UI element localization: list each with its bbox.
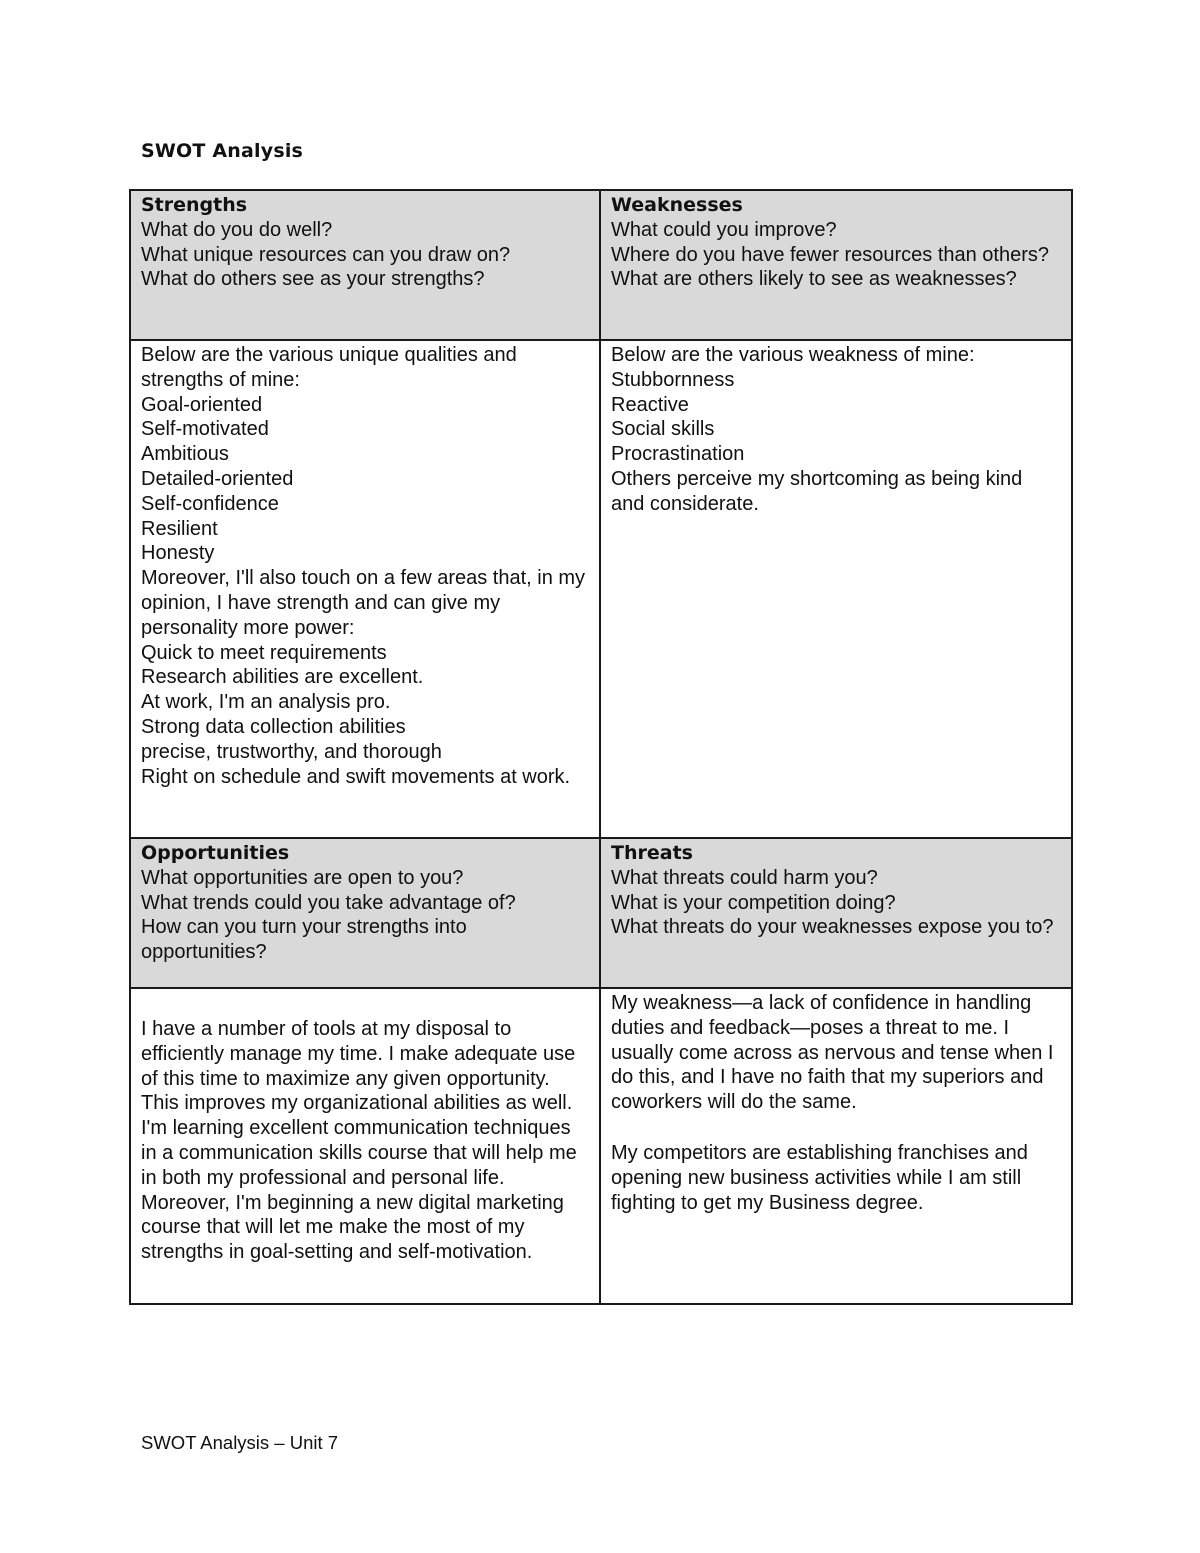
threats-answer-cell	[600, 988, 1072, 1304]
weaknesses-answer-line: Below are the various weakness of mine:	[611, 344, 975, 366]
strengths-answer-line: Moreover, I'll also touch on a few areas that, in my opinion, I have strength and can give my personality more power:	[141, 567, 586, 639]
threats-answer-paragraph: My competitors are establishing franchises and opening new business activities while I am still fighting to get my Business degree.	[611, 1141, 1028, 1214]
strengths-answer-line: precise, trustworthy, and thorough	[141, 740, 442, 763]
strengths-answer-line: At work, I'm an analysis pro.	[141, 691, 391, 714]
weaknesses-prompt: Where do you have fewer resources than others?	[611, 243, 1050, 266]
strengths-answer-line: Goal-oriented	[141, 393, 263, 416]
threats-prompt: What threats could harm you?	[611, 866, 878, 889]
strengths-prompt-cell	[130, 190, 600, 340]
opportunities-answer-cell	[130, 988, 600, 1304]
strengths-prompt: What do others see as your strengths?	[141, 268, 485, 291]
strengths-answer-line: Quick to meet requirements	[141, 641, 387, 664]
weaknesses-answer-line: Stubbornness	[611, 368, 735, 391]
threats-heading: Threats	[611, 842, 693, 864]
strengths-answer-cell	[130, 340, 600, 838]
strengths-prompt: What do you do well?	[141, 218, 333, 241]
page-footer: SWOT Analysis – Unit 7	[141, 1432, 339, 1453]
swot-answer-row-bottom	[130, 988, 1072, 1304]
swot-header-row-bottom	[130, 838, 1072, 988]
strengths-answer-line: Self-motivated	[141, 418, 269, 441]
weaknesses-prompt: What could you improve?	[611, 218, 837, 241]
threats-prompt: What threats do your weaknesses expose you to?	[611, 916, 1054, 939]
weaknesses-answer-line: Social skills	[611, 418, 715, 441]
strengths-answer-line: Honesty	[141, 542, 215, 565]
threats-prompt-cell	[600, 838, 1072, 988]
threats-answer-paragraph: My weakness—a lack of confidence in handling duties and feedback—poses a threat to me. I usually come across as nervous and tense when I do this, and I have no faith that my superiors and coworkers will do the same.	[611, 992, 1054, 1114]
weaknesses-answer-line: Others perceive my shortcoming as being kind and considerate.	[611, 467, 1023, 515]
swot-answer-row-top	[130, 340, 1072, 838]
strengths-answer-line: Research abilities are excellent.	[141, 666, 424, 689]
weaknesses-answer-cell	[600, 340, 1072, 838]
weaknesses-prompt: What are others likely to see as weaknesses?	[611, 268, 1017, 291]
opportunities-answer: I have a number of tools at my disposal to efficiently manage my time. I make adequate use of this time to maximize any given opportunity. This improves my organizational abilities as well. I'm learning excellent communication techniques in a communication skills course that will help me in both my professional and personal life. Moreover, I'm beginning a new digital marketing course that will let me make the most of my strengths in goal-setting and self-motivation.	[141, 1018, 577, 1264]
page-title: SWOT Analysis	[141, 140, 304, 162]
threats-prompt: What is your competition doing?	[611, 891, 896, 914]
strengths-answer-line: Ambitious	[141, 443, 229, 466]
weaknesses-answer-line: Reactive	[611, 393, 689, 416]
strengths-answer-line: Below are the various unique qualities and strengths of mine:	[141, 344, 517, 391]
opportunities-prompt: What trends could you take advantage of?	[141, 891, 516, 914]
strengths-answer-line: Detailed-oriented	[141, 467, 294, 490]
swot-header-row-top	[130, 190, 1072, 340]
strengths-prompt: What unique resources can you draw on?	[141, 243, 511, 266]
strengths-answer-line: Strong data collection abilities	[141, 715, 406, 738]
opportunities-prompt: How can you turn your strengths into opportunities?	[141, 916, 467, 964]
strengths-answer-line: Resilient	[141, 517, 218, 540]
weaknesses-heading: Weaknesses	[611, 194, 743, 216]
strengths-heading: Strengths	[141, 194, 248, 216]
strengths-answer-line: Right on schedule and swift movements at work.	[141, 765, 571, 788]
opportunities-heading: Opportunities	[141, 842, 290, 864]
weaknesses-answer-line: Procrastination	[611, 443, 745, 466]
swot-table	[129, 189, 1073, 1305]
strengths-answer-line: Self-confidence	[141, 492, 279, 515]
opportunities-prompt: What opportunities are open to you?	[141, 866, 464, 889]
weaknesses-prompt-cell	[600, 190, 1072, 340]
opportunities-prompt-cell	[130, 838, 600, 988]
